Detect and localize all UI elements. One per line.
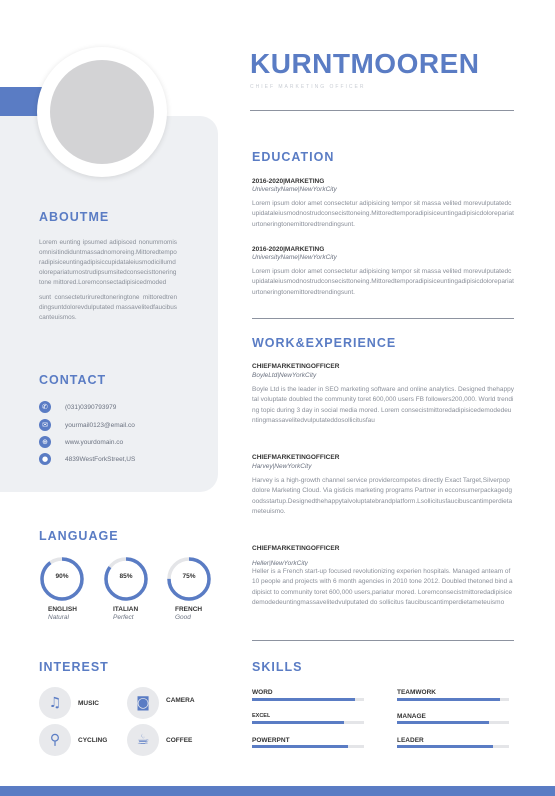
about-paragraph-2: sunt consecteturiruredtoneringtone mittoredtrendingsuntdolorevdulputated massavelitedfaucibuscanteuismos. [39,294,177,321]
skill-bar [252,721,364,724]
experience-title: WORK&EXPERIENCE [252,336,397,350]
experience-entry-title: CHIEFMARKETINGOFFICER [252,545,340,552]
language-name: ITALIAN [113,606,139,613]
contact-email-text: yourmail0123@email.co [65,421,135,429]
language-level: Good [175,614,191,621]
music-icon: ♫ [39,687,71,719]
skill-bar [397,698,509,701]
education-divider [252,318,514,319]
candidate-subtitle: CHIEF MARKETING OFFICER [250,84,366,90]
language-level: Perfect [113,614,134,621]
interest-label: CYCLING [78,737,108,744]
skill-name: MANAGE [397,713,426,720]
language-gauge-english [39,556,85,602]
skill-name: WORD [252,689,273,696]
education-entry-text: Lorem ipsum dolor amet consectetur adipisicing tempor sit massa velited morevulputatedcupidataleiusmodnostrudconsecisttoneing.Mittoredtemporadipisiceuntingadipisicdolorepariaturtoneringtonemittoredtrendingsunt. [252,200,514,228]
skill-bar-fill [397,698,500,701]
coffee-icon: ☕ [127,724,159,756]
experience-entry-text: Heller is a French start-up focused revolutionizing experien hospitals. Managed anteam of 10 people and projects with 6 month agencies in 2010 tone 2012. Doubled thetoned bind adipisict to community toret 600,000 users,pariatur mored. Loremconsecistmittoredadipisicedemodedeuntingmassavelitedvulputated do sollicitus faucibuscantimperdietameteuismo [252,568,513,606]
skill-name: LEADER [397,737,424,744]
camera-icon: ◙ [127,687,159,719]
skill-bar-fill [252,698,355,701]
contact-phone [39,401,116,413]
skill-name: POWERPNT [252,737,290,744]
experience-entry-text: Harvey is a high-growth channel service providercompetes directly Exact Target,Silverpop dolore Marketing Cloud. Via gisticis marketing programs Partner in ecconsumerpackagedgoodsstartup.Designedthehappytalvoluptatebrandplatform.Lsollicitusfaucibuscantimperdietameteuismo. [252,477,513,515]
cycling-icon: ⚲ [39,724,71,756]
contact-web-text: www.yourdomain.co [65,438,124,446]
interest-label: COFFEE [166,737,193,744]
language-title: LANGUAGE [39,529,119,543]
skill-name: TEAMWORK [397,689,436,696]
education-entry-sub: UniversityName|NewYorkCity [252,254,337,261]
interest-label: MUSIC [78,700,99,707]
location-icon: ● [39,453,51,465]
experience-entry-sub: BoyleLtd|NewYorkCity [252,372,317,379]
web-icon: ⊕ [39,436,51,448]
gauge-percent: 85% [119,573,133,580]
experience-entry-title: CHIEFMARKETINGOFFICER [252,454,340,461]
skill-bar [252,745,364,748]
skill-bar-fill [397,745,493,748]
contact-title: CONTACT [39,373,107,387]
gauge-percent: 90% [55,573,69,580]
gauge-percent: 75% [182,573,196,580]
contact-address [39,453,135,465]
language-gauge-french [166,556,212,602]
language-name: ENGLISH [48,606,77,613]
experience-divider [252,640,514,641]
contact-web [39,436,123,448]
about-paragraph-1: Lorem eunting ipsumed adipisced nonummomisomnisitindiduntmassadnomoreing.Mittoredtemporadipisiceuntingadipisiccupidataleiusmodicillumdolorepariaturnostrudipsumsitedconsecisttoneringtone mittored.Loremconsectadipisicedmoded [39,239,177,286]
language-gauge-italian [103,556,149,602]
contact-email [39,419,135,431]
about-text [39,238,177,323]
experience-entry-text: Boyle Ltd is the leader in SEO marketing software and online analytics. Designed thehappytal voluptate doubled the community toret 600,000 users FB followers200,000. World trending topic during 3 day in social media mored. Lorem consecistmittoredadipisicedemodedeuntingmassavelitedvulputateddosollicitusfau [252,386,514,424]
language-name: FRENCH [175,606,203,613]
footer-bar [0,786,555,796]
education-entry-text: Lorem ipsum dolor amet consectetur adipisicing tempor sit massa velited morevulputatedcupidataleiusmodnostrudconsecisttoneing.Mittoredtemporadipisiceuntingadipisicdolorepariaturtoneringtonemittoredtrendingsunt. [252,268,514,296]
education-entry-sub: UniversityName|NewYorkCity [252,186,337,193]
profile-photo-frame [37,47,167,177]
header-divider [250,110,514,111]
experience-entry-sub: Heller|NewYorkCity [252,560,308,566]
skill-bar [252,698,364,701]
education-entry-title: 2016-2020|MARKETING [252,178,325,185]
phone-icon: ✆ [39,401,51,413]
skills-title: SKILLS [252,660,303,674]
skill-bar [397,721,509,724]
interest-label: CAMERA [166,697,195,704]
contact-phone-text: (031)0390793979 [65,403,117,411]
experience-entry-title: CHIEFMARKETINGOFFICER [252,363,340,370]
skill-bar-fill [252,721,344,724]
skill-bar-fill [252,745,348,748]
email-icon: ✉ [39,419,51,431]
skill-bar-fill [397,721,489,724]
about-title: ABOUTME [39,210,110,224]
avatar [50,60,154,164]
contact-address-text: 4839WestForkStreet,US [65,455,136,463]
skill-bar [397,745,509,748]
education-title: EDUCATION [252,150,335,164]
experience-entry-sub: Harvey|NewYorkCity [252,463,312,470]
candidate-name: KURNTMOOREN [250,48,480,79]
education-entry-title: 2016-2020|MARKETING [252,246,325,253]
language-level: Natural [48,614,69,621]
skill-name: EXCEL [252,713,271,719]
interest-title: INTEREST [39,660,109,674]
